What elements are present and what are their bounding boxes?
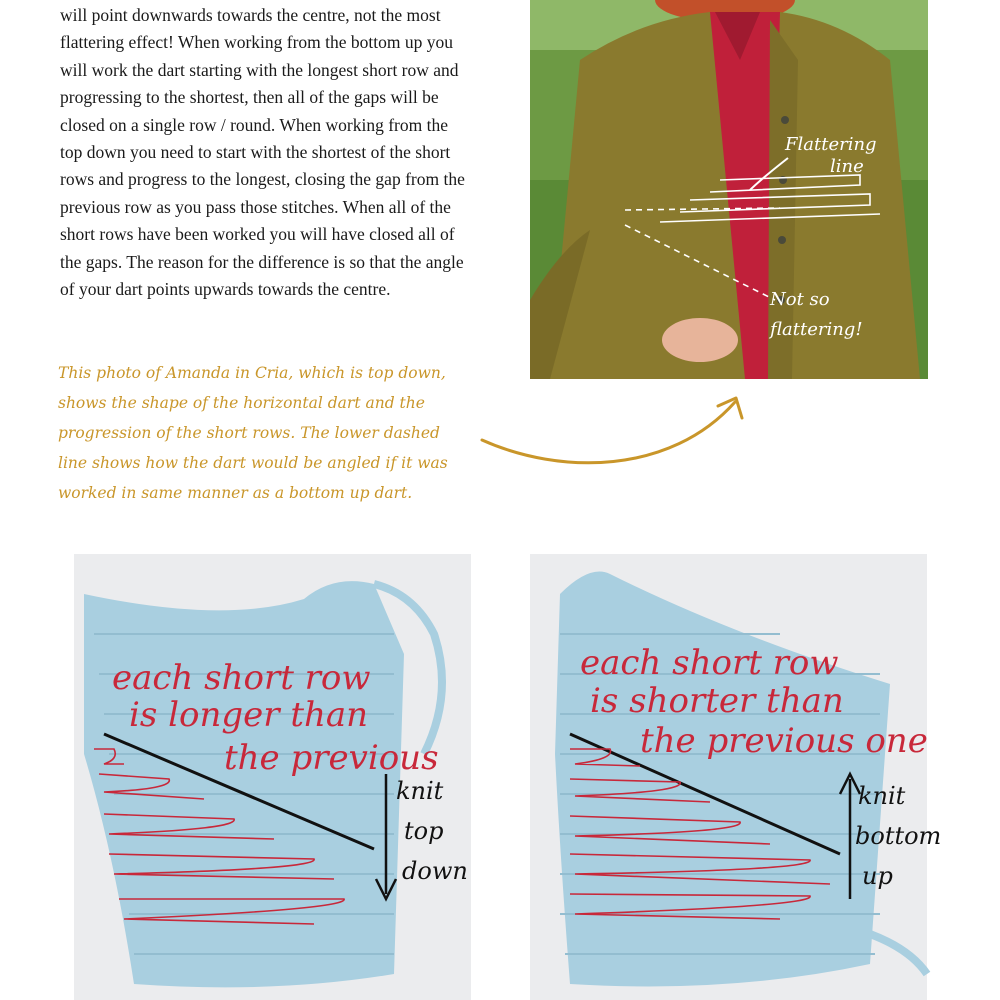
body-line: of your dart points upwards towards the centre. [60, 279, 391, 300]
swatch-left-dir-1: knit [396, 777, 444, 805]
swatch-right-dir-3: up [862, 862, 893, 890]
caption-line: shows the shape of the horizontal dart and the [58, 394, 425, 412]
body-line: will work the dart starting with the longest short row and [60, 59, 459, 80]
curved-arrow-icon [470, 380, 760, 480]
annotation-flattering: Flattering [785, 134, 877, 155]
annotation-line: line [830, 156, 864, 177]
swatch-right-label-3: the previous one [640, 721, 928, 761]
body-line: will point downwards towards the centre, not the most [60, 5, 441, 25]
caption-line: line shows how the dart would be angled if it was [58, 454, 448, 472]
photo-caption [58, 358, 488, 508]
body-line: rows and progress to the longest, closing the gap from the [60, 169, 465, 190]
body-line: short rows have been worked you will have closed all of [60, 224, 455, 245]
caption-line: progression of the short rows. The lower dashed [58, 424, 440, 442]
body-paragraph [60, 2, 480, 303]
caption-line: worked in same manner as a bottom up dart. [58, 484, 413, 502]
body-line: closed on a single row / round. When working from the [60, 114, 448, 135]
body-line: previous row as you pass those stitches. When all of the [60, 196, 451, 217]
body-line: progressing to the shortest, then all of the gaps will be [60, 87, 439, 108]
annotation-flattering-excl: flattering! [770, 319, 863, 340]
swatch-left-label-2: is longer than [129, 695, 369, 735]
swatch-left-dir-3: down [402, 857, 468, 885]
body-line: the gaps. The reason for the difference is so that the angle [60, 251, 464, 272]
swatch-right-dir-1: knit [858, 782, 906, 810]
swatch-right-label-2: is shorter than [590, 681, 844, 721]
swatch-right-label-1: each short row [580, 643, 839, 683]
swatch-top-down-photo [74, 554, 471, 1000]
body-line: top down you need to start with the shortest of the short [60, 142, 451, 163]
swatch-right-dir-2: bottom [855, 822, 942, 850]
swatch-left-dir-2: top [404, 817, 444, 845]
caption-line: This photo of Amanda in Cria, which is top down, [58, 364, 446, 382]
annotation-not-so: Not so [770, 289, 830, 310]
swatch-left-label-3: the previous [224, 738, 439, 778]
swatch-bottom-up-photo [530, 554, 942, 1000]
body-line: flattering effect! When working from the bottom up you [60, 32, 453, 53]
swatch-left-label-1: each short row [112, 658, 371, 698]
cardigan-photo [530, 0, 928, 379]
